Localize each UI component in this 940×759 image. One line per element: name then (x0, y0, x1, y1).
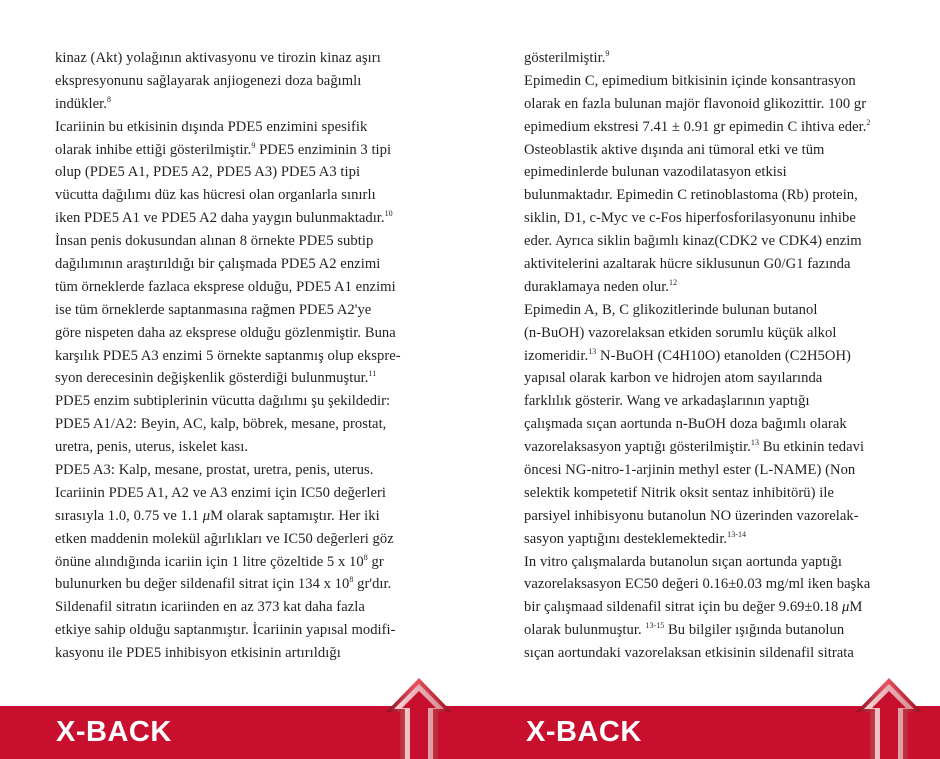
text-run: kasyonu ile PDE5 inhibisyon etkisinin artırıldığı (55, 645, 341, 662)
text-run: Bu bilgiler ışığında butanolun (664, 622, 845, 639)
text-line (524, 436, 902, 459)
text-run: N-BuOH (C4H10O) etanolden (C2H5OH) (596, 347, 851, 364)
text-line (524, 390, 902, 413)
text-line (524, 528, 902, 551)
text-run: vücutta dağılımı düz kas hücresi olan organlarla sınırlı (55, 187, 376, 204)
text-run: iken PDE5 A1 ve PDE5 A2 daha yaygın bulunmaktadır. (55, 210, 385, 227)
text-run: öncesi NG-nitro-1-arjinin methyl ester (L-NAME) (Non (524, 462, 856, 479)
text-line (55, 139, 423, 162)
text-line (55, 551, 423, 574)
text-line (55, 505, 423, 528)
up-arrow-icon (856, 678, 922, 759)
text-line (55, 367, 423, 390)
text-run: vazorelaksasyon EC50 değeri 0.16±0.03 mg/ml iken başka (524, 576, 871, 593)
text-run: bulunurken bu değer sildenafil sitrat için 134 x 10 (55, 576, 350, 593)
text-run: sıçan aortundaki vazorelaksan etkisinin sildenafil sitrata (524, 645, 854, 662)
text-run: dağılımının araştırıldığı bir çalışmada PDE5 A2 enzimi (55, 256, 381, 273)
footer-brand-label: X-BACK (526, 716, 642, 748)
text-run: gr (367, 553, 384, 570)
text-run: sırasıyla 1.0, 0.75 ve 1.1 (55, 507, 203, 524)
reference-superscript: 11 (368, 369, 377, 379)
text-line (55, 253, 423, 276)
text-run: uretra, penis, uterus, iskelet kası. (55, 439, 249, 456)
text-run: syon derecesinin değişkenlik gösterdiği bulunmuştur. (55, 370, 369, 387)
text-line (524, 116, 902, 139)
text-line (55, 322, 423, 345)
text-line (524, 345, 902, 368)
text-run: sasyon yaptığını desteklemektedir. (524, 530, 728, 547)
text-run: yapısal olarak karbon ve hidrojen atom sayılarında (524, 370, 823, 387)
text-line (55, 436, 423, 459)
text-line (524, 322, 902, 345)
text-line (524, 184, 902, 207)
reference-superscript: 8 (349, 575, 354, 585)
text-line (524, 230, 902, 253)
text-line (524, 70, 902, 93)
greek-symbol: μ (202, 507, 211, 524)
text-run: çalışmada sıçan aortunda n-BuOH doza bağımlı olarak (524, 416, 847, 433)
footer-brand-label: X-BACK (56, 716, 172, 748)
text-line (55, 161, 423, 184)
text-run: duraklamaya neden olur. (524, 278, 670, 295)
text-line (55, 573, 423, 596)
text-line (55, 345, 423, 368)
text-line (55, 482, 423, 505)
text-run: tüm örneklerde fazlaca eksprese olduğu, PDE5 A1 enzimi (55, 278, 396, 295)
text-run: epimedium ekstresi 7.41 ± 0.91 gr epimedin C ihtiva eder. (524, 118, 867, 135)
text-line (55, 390, 423, 413)
text-line (524, 276, 902, 299)
text-line (55, 459, 423, 482)
reference-superscript: 13-14 (727, 529, 747, 539)
text-run: epimedinlerde bulunan vazodilatasyon etkisi (524, 164, 787, 181)
text-line (524, 573, 902, 596)
text-run: siklin, D1, c-Myc ve c-Fos hiperfosforilasyonunu inhibe (524, 210, 856, 227)
text-run: kinaz (Akt) yolağının aktivasyonu ve tirozin kinaz aşırı (55, 50, 381, 66)
text-run: M olarak saptamıştır. Her iki (210, 507, 380, 524)
text-run: farklılık gösterir. Wang ve arkadaşlarının yaptığı (524, 393, 810, 410)
text-line (524, 299, 902, 322)
text-run: olarak bulunmuştur. (524, 622, 646, 639)
text-run: Bu etkinin tedavi (759, 439, 865, 456)
text-run: ekspresyonunu sağlayarak anjiogenezi doza bağımlı (55, 72, 362, 89)
text-line (524, 161, 902, 184)
text-run: eder. Ayrıca siklin bağımlı kinaz(CDK2 ve CDK4) enzim (524, 233, 862, 250)
text-line (55, 619, 423, 642)
text-run: (n-BuOH) vazorelaksan etkiden sorumlu küçük alkol (524, 324, 837, 341)
text-run: göre nispeten daha az eksprese olduğu gözlenmiştir. Buna (55, 324, 396, 341)
text-run: vazorelaksasyon yaptığı gösterilmiştir. (524, 439, 751, 456)
text-line (524, 367, 902, 390)
text-line (524, 207, 902, 230)
reference-superscript: 10 (384, 209, 393, 219)
text-line (55, 299, 423, 322)
reference-superscript: 12 (669, 277, 678, 287)
reference-superscript: 13 (588, 346, 597, 356)
text-run: karşılık PDE5 A3 enzimi 5 örnekte saptanmış olup ekspre- (55, 347, 401, 364)
text-run: In vitro çalışmalarda butanolun sıçan aortunda yaptığı (524, 553, 842, 570)
text-line (524, 47, 902, 70)
text-run: selektik kompetetif Nitrik oksit sentaz inhibitörü) ile (524, 484, 834, 501)
text-line (55, 413, 423, 436)
text-run: M (849, 599, 863, 616)
reference-superscript: 8 (106, 94, 111, 104)
text-line (524, 413, 902, 436)
reference-superscript: 2 (866, 117, 871, 127)
text-run: Epimedin A, B, C glikozitlerinde bulunan butanol (524, 301, 818, 318)
text-run: Icariinin PDE5 A1, A2 ve A3 enzimi için IC50 değerleri (55, 484, 386, 501)
text-run: aktivitelerini azaltarak hücre siklusunun G0/G1 fazında (524, 256, 851, 273)
text-line (55, 528, 423, 551)
text-run: etkiye sahip olduğu saptanmıştır. İcariinin yapısal modifi- (55, 622, 396, 639)
text-run: etken maddenin molekül ağırlıkları ve IC50 değerleri göz (55, 530, 394, 547)
text-line (55, 642, 423, 665)
text-run: izomeridir. (524, 347, 589, 364)
text-run: bir çalışmaad sildenafil sitrat için bu değer 9.69±0.18 (524, 599, 843, 616)
text-run: önüne alındığında icariin için 1 litre çözeltide 5 x 10 (55, 553, 364, 570)
text-run: İnsan penis dokusundan alınan 8 örnekte PDE5 subtip (55, 233, 374, 250)
text-run: ise tüm örneklerde saptanmasına rağmen PDE5 A2'ye (55, 301, 372, 318)
reference-superscript: 13 (750, 438, 760, 448)
text-run: PDE5 A3: Kalp, mesane, prostat, uretra, penis, uterus. (55, 462, 374, 479)
text-line (524, 459, 902, 482)
reference-superscript: 9 (605, 49, 610, 58)
text-line (55, 207, 423, 230)
text-run: Epimedin C, epimedium bitkisinin içinde konsantrasyon (524, 72, 856, 89)
reference-superscript: 9 (251, 140, 256, 150)
text-run: gr'dır. (353, 576, 392, 593)
up-arrow-icon (386, 678, 452, 759)
text-run: gösterilmiştir. (524, 50, 606, 66)
text-line (524, 642, 902, 665)
text-run: Sildenafil sitratın icariinden en az 373 kat daha fazla (55, 599, 365, 616)
text-run: PDE5 enziminin 3 tipi (255, 141, 392, 158)
reference-superscript: 8 (363, 552, 368, 562)
text-run: parsiyel inhibisyonu butanolun NO üzerinden vazorelak- (524, 507, 859, 524)
text-run: olup (PDE5 A1, PDE5 A2, PDE5 A3) PDE5 A3 tipi (55, 164, 361, 181)
text-line (55, 596, 423, 619)
text-line (55, 47, 423, 70)
text-line (524, 619, 902, 642)
text-run: PDE5 enzim subtiplerinin vücutta dağılımı şu şekildedir: (55, 393, 391, 410)
text-line (524, 482, 902, 505)
text-run: Osteoblastik aktive dışında ani tümoral etki ve tüm (524, 141, 825, 158)
text-line (524, 551, 902, 574)
text-run: bulunmaktadır. Epimedin C retinoblastoma (Rb) protein, (524, 187, 858, 204)
text-run: olarak inhibe ettiği gösterilmiştir. (55, 141, 252, 158)
right-page (470, 0, 940, 759)
text-line (55, 276, 423, 299)
text-line (524, 505, 902, 528)
text-line (524, 596, 902, 619)
text-run: Icariinin bu etkisinin dışında PDE5 enzimini spesifik (55, 118, 368, 135)
text-line (524, 139, 902, 162)
text-line (55, 184, 423, 207)
text-line (524, 93, 902, 116)
text-line (55, 230, 423, 253)
text-line (524, 253, 902, 276)
greek-symbol: μ (842, 599, 850, 616)
text-line (55, 93, 423, 116)
reference-superscript: 13-15 (645, 621, 665, 631)
text-run: olarak en fazla bulunan majör flavonoid glikozittir. 100 gr (524, 95, 867, 112)
text-run: indükler. (55, 95, 107, 112)
right-body-text (524, 47, 902, 665)
text-line (55, 70, 423, 93)
text-run: PDE5 A1/A2: Beyin, AC, kalp, böbrek, mesane, prostat, (55, 416, 387, 433)
left-body-text (55, 47, 423, 665)
text-line (55, 116, 423, 139)
